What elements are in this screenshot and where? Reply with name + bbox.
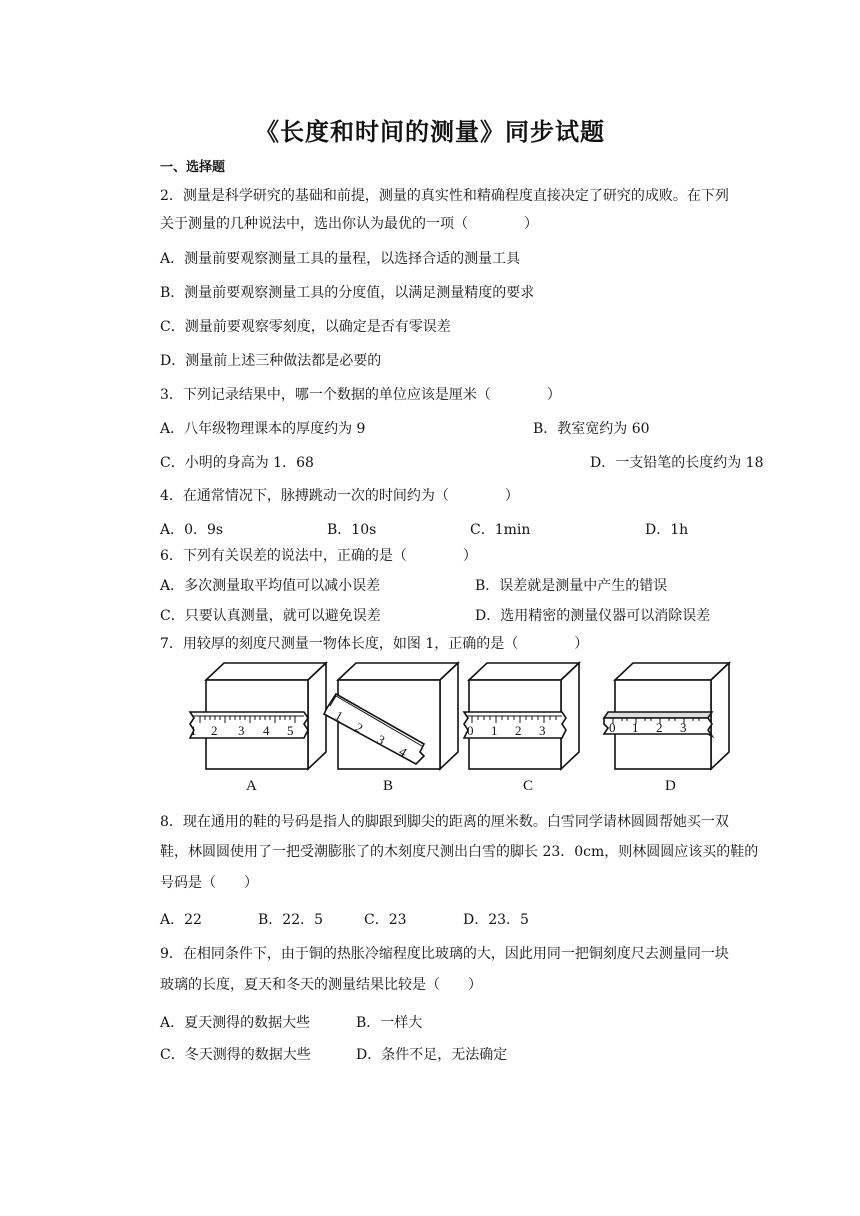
q9-option-c: C．冬天测得的数据大些 — [160, 1047, 311, 1063]
q2-option-a: A．测量前要观察测量工具的量程，以选择合适的测量工具 — [160, 251, 521, 267]
section-heading: 一、选择题 — [160, 160, 226, 175]
ruler-c — [464, 712, 566, 738]
q3-option-d: D．一支铅笔的长度约为 18 — [590, 455, 764, 471]
q3-option-a: A．八年级物理课本的厚度约为 9 — [160, 421, 366, 437]
ruler-a-tick-1: 1 — [190, 723, 197, 738]
q9-stem-line2: 玻璃的长度，夏天和冬天的测量结果比较是（ ） — [160, 977, 482, 993]
q8-stem-line1: 8．现在通用的鞋的号码是指人的脚跟到脚尖的距离的厘米数。白雪同学请林圆圆帮她买一双 — [160, 814, 729, 830]
ruler-d-tick-3: 3 — [680, 720, 687, 735]
q9-option-d: D．条件不足，无法确定 — [356, 1047, 508, 1063]
ruler-d — [604, 712, 712, 736]
ruler-c-tick-0: 0 — [467, 723, 474, 738]
q3-option-b: B．教室宽约为 60 — [533, 421, 650, 437]
ruler-c-tick-3: 3 — [539, 723, 546, 738]
ruler-d-tick-0: 0 — [609, 720, 616, 735]
q4-option-d: D．1h — [645, 522, 689, 538]
figure-label-d: D — [665, 778, 676, 794]
ruler-figure — [186, 660, 734, 795]
q6-option-b: B．误差就是测量中产生的错误 — [475, 578, 668, 594]
q8-option-c: C．23 — [364, 912, 407, 928]
ruler-b-tick-4: 4 — [396, 743, 410, 760]
q9-stem-line1: 9．在相同条件下，由于铜的热胀冷缩程度比玻璃的大，因此用同一把铜刻度尺去测量同一块 — [160, 946, 729, 962]
q4-stem: 4．在通常情况下，脉搏跳动一次的时间约为（ ） — [160, 488, 519, 504]
ruler-d-tick-2: 2 — [656, 720, 663, 735]
q8-option-d: D．23．5 — [463, 912, 529, 928]
q6-stem: 6．下列有关误差的说法中，正确的是（ ） — [160, 548, 477, 564]
ruler-a-tick-2: 2 — [211, 723, 218, 738]
q8-option-b: B．22．5 — [258, 912, 324, 928]
ruler-a-tick-3: 3 — [238, 723, 245, 738]
page-title: 《长度和时间的测量》同步试题 — [255, 118, 605, 146]
q6-option-c: C．只要认真测量，就可以避免误差 — [160, 608, 381, 624]
ruler-c-tick-2: 2 — [515, 723, 522, 738]
figure-label-b: B — [383, 778, 394, 794]
q4-option-a: A．0．9s — [160, 522, 224, 538]
figure-label-c: C — [523, 778, 534, 794]
ruler-a-tick-5: 5 — [287, 723, 294, 738]
q8-option-a: A．22 — [160, 912, 202, 928]
q4-option-c: C．1min — [470, 522, 531, 538]
q2-option-d: D．测量前上述三种做法都是必要的 — [160, 353, 382, 369]
figure-label-a: A — [246, 778, 257, 794]
q7-stem: 7．用较厚的刻度尺测量一物体长度，如图 1，正确的是（ ） — [160, 636, 589, 652]
ruler-c-tick-1: 1 — [491, 723, 498, 738]
q8-stem-line3: 号码是（ ） — [160, 875, 258, 891]
ruler-b-tick-1: 1 — [332, 707, 346, 724]
q9-option-a: A．夏天测得的数据大些 — [160, 1015, 311, 1031]
q3-stem: 3．下列记录结果中，哪一个数据的单位应该是厘米（ ） — [160, 387, 561, 403]
q2-stem-line1: 2．测量是科学研究的基础和前提，测量的真实性和精确程度直接决定了研究的成败。在下列 — [160, 188, 729, 204]
q6-option-d: D．选用精密的测量仪器可以消除误差 — [475, 608, 711, 624]
cube-b — [324, 663, 458, 794]
q2-option-c: C．测量前要观察零刻度，以确定是否有零误差 — [160, 319, 451, 335]
q2-stem-line2: 关于测量的几种说法中，选出你认为最优的一项（ ） — [160, 216, 538, 232]
q8-stem-line2: 鞋，林圆圆使用了一把受潮膨胀了的木刻度尺测出白雪的脚长 23．0cm，则林圆圆应该买的鞋的 — [160, 844, 759, 860]
q9-option-b: B．一样大 — [356, 1015, 423, 1031]
ruler-d-tick-1: 1 — [632, 720, 639, 735]
q4-option-b: B．10s — [327, 522, 377, 538]
cube-a — [190, 663, 326, 794]
q3-option-c: C．小明的身高为 1．68 — [160, 455, 314, 471]
ruler-b-tick-3: 3 — [374, 731, 388, 748]
ruler-a — [190, 712, 308, 738]
ruler-b-tick-2: 2 — [352, 719, 366, 736]
ruler-a-tick-4: 4 — [263, 723, 270, 738]
cube-c — [464, 663, 579, 794]
q6-option-a: A．多次测量取平均值可以减小误差 — [160, 578, 381, 594]
q2-option-b: B．测量前要观察测量工具的分度值，以满足测量精度的要求 — [160, 285, 535, 301]
cube-d — [604, 663, 729, 794]
